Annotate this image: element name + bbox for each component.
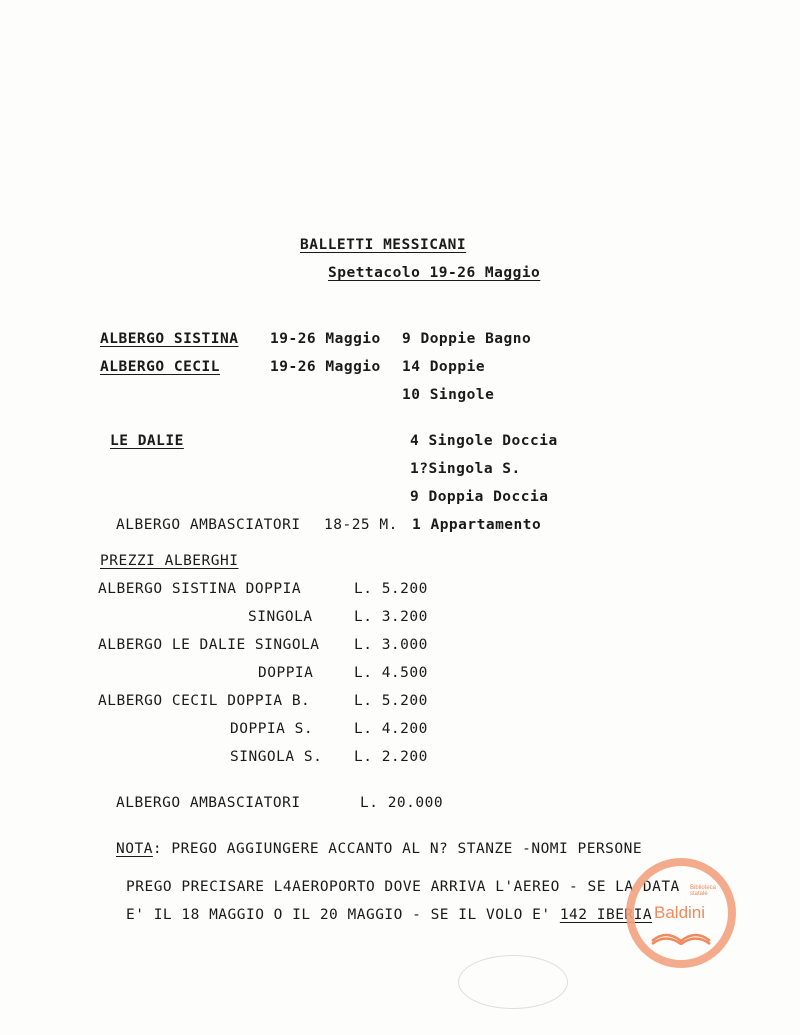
booking-dates: 19-26 Maggio bbox=[270, 331, 381, 347]
library-logo-name: Baldini bbox=[654, 903, 706, 922]
booking-hotel: ALBERGO CECIL bbox=[100, 359, 220, 375]
nota-label: NOTA bbox=[116, 841, 153, 857]
price-label: SINGOLA S. bbox=[230, 749, 323, 765]
nota-text-1: : PREGO AGGIUNGERE ACCANTO AL N? STANZE -NOMI PERSONE bbox=[152, 841, 643, 857]
price-value: L. 5.200 bbox=[354, 581, 428, 597]
booking-rooms: 4 Singole Doccia bbox=[410, 433, 558, 449]
price-label: DOPPIA S. bbox=[230, 721, 314, 737]
price-value: L. 3.200 bbox=[354, 609, 428, 625]
price-label: ALBERGO SISTINA DOPPIA bbox=[98, 581, 302, 597]
price-value: L. 2.200 bbox=[354, 749, 428, 765]
library-stamp bbox=[458, 955, 568, 1009]
booking-rooms: 14 Doppie bbox=[402, 359, 486, 375]
nota-line-1 bbox=[116, 840, 642, 858]
booking-rooms: 10 Singole bbox=[402, 387, 495, 403]
price-value: L. 20.000 bbox=[360, 795, 444, 811]
booking-dates: 18-25 M. bbox=[324, 517, 398, 533]
price-value: L. 5.200 bbox=[354, 693, 428, 709]
prices-heading: PREZZI ALBERGHI bbox=[100, 553, 239, 569]
flight-number: 142 IBERIA bbox=[559, 907, 653, 923]
booking-rooms: 9 Doppie Bagno bbox=[402, 331, 532, 347]
price-label: ALBERGO LE DALIE SINGOLA bbox=[98, 637, 320, 653]
booking-dates: 19-26 Maggio bbox=[270, 359, 381, 375]
booking-rooms: 1 Appartamento bbox=[412, 517, 542, 533]
nota-line-3 bbox=[126, 906, 652, 924]
price-label: ALBERGO CECIL DOPPIA B. bbox=[98, 693, 311, 709]
nota-line-2: PREGO PRECISARE L4AEROPORTO DOVE ARRIVA L'AEREO - SE LA DATA bbox=[126, 879, 680, 895]
price-label: ALBERGO AMBASCIATORI bbox=[116, 795, 301, 811]
price-value: L. 3.000 bbox=[354, 637, 428, 653]
price-label: SINGOLA bbox=[248, 609, 313, 625]
library-logo-subtext: Biblioteca statale bbox=[690, 885, 717, 897]
document-subtitle: Spettacolo 19-26 Maggio bbox=[328, 265, 541, 281]
booking-hotel: LE DALIE bbox=[110, 433, 184, 449]
price-value: L. 4.500 bbox=[354, 665, 428, 681]
price-value: L. 4.200 bbox=[354, 721, 428, 737]
booking-rooms: 9 Doppia Doccia bbox=[410, 489, 549, 505]
price-label: DOPPIA bbox=[258, 665, 314, 681]
document-title: BALLETTI MESSICANI bbox=[300, 237, 467, 253]
booking-rooms: 1?Singola S. bbox=[410, 461, 521, 477]
nota-text-3: E' IL 18 MAGGIO O IL 20 MAGGIO - SE IL VOLO E' bbox=[126, 907, 560, 923]
booking-hotel: ALBERGO SISTINA bbox=[100, 331, 239, 347]
book-icon bbox=[650, 925, 712, 945]
booking-hotel: ALBERGO AMBASCIATORI bbox=[116, 517, 301, 533]
